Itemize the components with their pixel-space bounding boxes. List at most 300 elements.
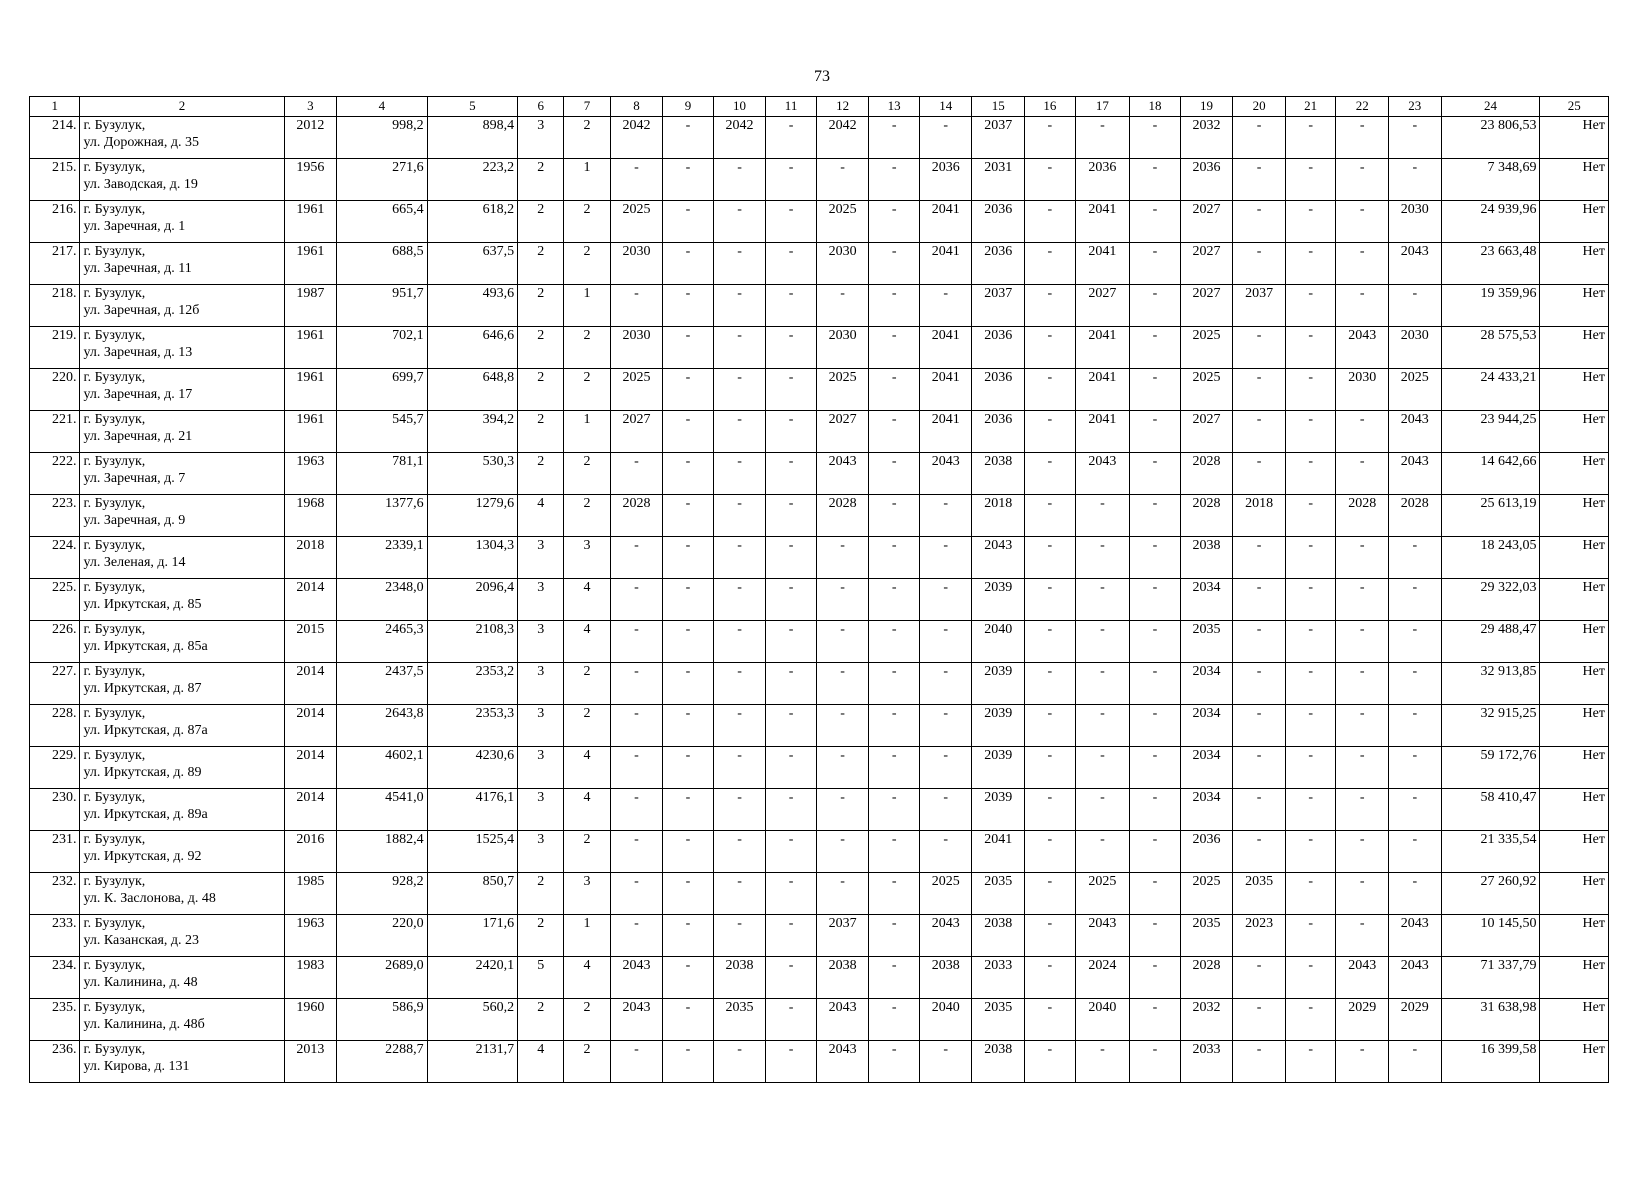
- plan-year-cell-18: -: [1130, 453, 1180, 495]
- plan-year-cell-20: -: [1233, 705, 1286, 747]
- plan-year-cell-16: -: [1025, 705, 1075, 747]
- plan-year-cell-23: 2043: [1389, 453, 1442, 495]
- plan-year-cell-12: -: [816, 705, 869, 747]
- flag-cell: Нет: [1540, 1041, 1609, 1083]
- plan-year-cell-16: -: [1025, 453, 1075, 495]
- cost-cell: 23 806,53: [1441, 117, 1540, 159]
- column-header-2: 2: [80, 97, 284, 117]
- plan-year-cell-13: -: [869, 831, 919, 873]
- plan-year-cell-18: -: [1130, 537, 1180, 579]
- plan-year-cell-8: -: [610, 789, 663, 831]
- plan-year-cell-17: -: [1075, 705, 1130, 747]
- plan-year-cell-11: -: [766, 369, 816, 411]
- column-header-14: 14: [919, 97, 972, 117]
- plan-year-cell-15: 2043: [972, 537, 1025, 579]
- cost-cell: 29 322,03: [1441, 579, 1540, 621]
- plan-year-cell-19: 2032: [1180, 999, 1233, 1041]
- plan-year-cell-22: -: [1336, 915, 1389, 957]
- plan-year-cell-12: -: [816, 789, 869, 831]
- table-row: [30, 411, 1609, 453]
- plan-year-cell-19: 2033: [1180, 1041, 1233, 1083]
- flag-cell: Нет: [1540, 495, 1609, 537]
- plan-year-cell-10: 2038: [713, 957, 766, 999]
- floors-cell: 2: [518, 453, 564, 495]
- plan-year-cell-16: -: [1025, 873, 1075, 915]
- living-area-cell: 4176,1: [427, 789, 517, 831]
- plan-year-cell-14: -: [919, 831, 972, 873]
- plan-year-cell-18: -: [1130, 873, 1180, 915]
- address-cell: г. Бузулук, ул. Иркутская, д. 87а: [80, 705, 284, 747]
- plan-year-cell-12: 2027: [816, 411, 869, 453]
- column-header-23: 23: [1389, 97, 1442, 117]
- area-cell: 699,7: [337, 369, 427, 411]
- plan-year-cell-14: -: [919, 579, 972, 621]
- plan-year-cell-20: -: [1233, 453, 1286, 495]
- area-cell: 2689,0: [337, 957, 427, 999]
- entrances-cell: 2: [564, 117, 610, 159]
- cost-cell: 14 642,66: [1441, 453, 1540, 495]
- plan-year-cell-22: -: [1336, 873, 1389, 915]
- plan-year-cell-8: -: [610, 705, 663, 747]
- column-header-18: 18: [1130, 97, 1180, 117]
- plan-year-cell-20: -: [1233, 1041, 1286, 1083]
- plan-year-cell-15: 2035: [972, 873, 1025, 915]
- plan-year-cell-14: 2043: [919, 915, 972, 957]
- cost-cell: 32 913,85: [1441, 663, 1540, 705]
- plan-year-cell-13: -: [869, 621, 919, 663]
- floors-cell: 2: [518, 369, 564, 411]
- address-cell: г. Бузулук, ул. Иркутская, д. 89: [80, 747, 284, 789]
- cost-cell: 24 939,96: [1441, 201, 1540, 243]
- living-area-cell: 618,2: [427, 201, 517, 243]
- plan-year-cell-21: -: [1285, 705, 1335, 747]
- table-row: [30, 201, 1609, 243]
- address-cell: г. Бузулук, ул. Иркутская, д. 85: [80, 579, 284, 621]
- living-area-cell: 530,3: [427, 453, 517, 495]
- plan-year-cell-11: -: [766, 873, 816, 915]
- living-area-cell: 1304,3: [427, 537, 517, 579]
- column-header-9: 9: [663, 97, 713, 117]
- plan-year-cell-13: -: [869, 747, 919, 789]
- row-number-cell: 232.: [30, 873, 80, 915]
- year-cell: 1956: [284, 159, 337, 201]
- plan-year-cell-8: -: [610, 621, 663, 663]
- table-row: [30, 579, 1609, 621]
- table-row: [30, 327, 1609, 369]
- plan-year-cell-21: -: [1285, 369, 1335, 411]
- plan-year-cell-23: -: [1389, 117, 1442, 159]
- floors-cell: 3: [518, 831, 564, 873]
- plan-year-cell-17: 2041: [1075, 411, 1130, 453]
- plan-year-cell-16: -: [1025, 243, 1075, 285]
- plan-year-cell-15: 2036: [972, 369, 1025, 411]
- flag-cell: Нет: [1540, 327, 1609, 369]
- address-cell: г. Бузулук, ул. Заречная, д. 11: [80, 243, 284, 285]
- year-cell: 1968: [284, 495, 337, 537]
- plan-year-cell-11: -: [766, 579, 816, 621]
- row-number-cell: 225.: [30, 579, 80, 621]
- plan-year-cell-10: -: [713, 495, 766, 537]
- year-cell: 1960: [284, 999, 337, 1041]
- plan-year-cell-17: 2043: [1075, 915, 1130, 957]
- living-area-cell: 2353,3: [427, 705, 517, 747]
- year-cell: 1961: [284, 327, 337, 369]
- column-header-15: 15: [972, 97, 1025, 117]
- plan-year-cell-10: -: [713, 915, 766, 957]
- year-cell: 1961: [284, 369, 337, 411]
- plan-year-cell-14: -: [919, 117, 972, 159]
- entrances-cell: 2: [564, 831, 610, 873]
- table-row: [30, 663, 1609, 705]
- plan-year-cell-21: -: [1285, 117, 1335, 159]
- plan-year-cell-21: -: [1285, 453, 1335, 495]
- area-cell: 998,2: [337, 117, 427, 159]
- column-header-21: 21: [1285, 97, 1335, 117]
- area-cell: 1377,6: [337, 495, 427, 537]
- living-area-cell: 850,7: [427, 873, 517, 915]
- plan-year-cell-11: -: [766, 411, 816, 453]
- area-cell: 665,4: [337, 201, 427, 243]
- floors-cell: 3: [518, 621, 564, 663]
- plan-year-cell-21: -: [1285, 1041, 1335, 1083]
- entrances-cell: 4: [564, 789, 610, 831]
- plan-year-cell-18: -: [1130, 369, 1180, 411]
- address-cell: г. Бузулук, ул. Иркутская, д. 85а: [80, 621, 284, 663]
- year-cell: 1961: [284, 201, 337, 243]
- living-area-cell: 171,6: [427, 915, 517, 957]
- entrances-cell: 2: [564, 495, 610, 537]
- plan-year-cell-8: -: [610, 579, 663, 621]
- floors-cell: 2: [518, 999, 564, 1041]
- plan-year-cell-9: -: [663, 663, 713, 705]
- living-area-cell: 898,4: [427, 117, 517, 159]
- plan-year-cell-13: -: [869, 285, 919, 327]
- cost-cell: 24 433,21: [1441, 369, 1540, 411]
- plan-year-cell-10: -: [713, 327, 766, 369]
- plan-year-cell-8: -: [610, 1041, 663, 1083]
- plan-year-cell-17: -: [1075, 621, 1130, 663]
- living-area-cell: 2096,4: [427, 579, 517, 621]
- floors-cell: 3: [518, 789, 564, 831]
- address-cell: г. Бузулук, ул. Дорожная, д. 35: [80, 117, 284, 159]
- plan-year-cell-13: -: [869, 453, 919, 495]
- page-number: 73: [814, 68, 830, 85]
- plan-year-cell-18: -: [1130, 1041, 1180, 1083]
- plan-year-cell-13: -: [869, 201, 919, 243]
- living-area-cell: 223,2: [427, 159, 517, 201]
- cost-cell: 23 944,25: [1441, 411, 1540, 453]
- area-cell: 4602,1: [337, 747, 427, 789]
- plan-year-cell-21: -: [1285, 327, 1335, 369]
- plan-year-cell-18: -: [1130, 747, 1180, 789]
- area-cell: 951,7: [337, 285, 427, 327]
- plan-year-cell-12: -: [816, 579, 869, 621]
- living-area-cell: 2420,1: [427, 957, 517, 999]
- plan-year-cell-9: -: [663, 411, 713, 453]
- plan-year-cell-17: 2043: [1075, 453, 1130, 495]
- address-cell: г. Бузулук, ул. Калинина, д. 48б: [80, 999, 284, 1041]
- row-number-cell: 217.: [30, 243, 80, 285]
- area-cell: 702,1: [337, 327, 427, 369]
- year-cell: 2018: [284, 537, 337, 579]
- plan-year-cell-20: -: [1233, 621, 1286, 663]
- table-row: [30, 957, 1609, 999]
- plan-year-cell-14: 2041: [919, 369, 972, 411]
- table-row: [30, 789, 1609, 831]
- plan-year-cell-17: 2041: [1075, 201, 1130, 243]
- living-area-cell: 493,6: [427, 285, 517, 327]
- plan-year-cell-19: 2035: [1180, 915, 1233, 957]
- floors-cell: 2: [518, 201, 564, 243]
- plan-year-cell-19: 2028: [1180, 453, 1233, 495]
- plan-year-cell-17: 2041: [1075, 327, 1130, 369]
- plan-year-cell-23: -: [1389, 747, 1442, 789]
- entrances-cell: 2: [564, 663, 610, 705]
- year-cell: 2014: [284, 663, 337, 705]
- living-area-cell: 1279,6: [427, 495, 517, 537]
- plan-year-cell-17: 2036: [1075, 159, 1130, 201]
- plan-year-cell-10: -: [713, 747, 766, 789]
- plan-year-cell-23: -: [1389, 579, 1442, 621]
- plan-year-cell-17: -: [1075, 831, 1130, 873]
- floors-cell: 3: [518, 747, 564, 789]
- plan-year-cell-16: -: [1025, 537, 1075, 579]
- plan-year-cell-20: -: [1233, 831, 1286, 873]
- plan-year-cell-12: 2042: [816, 117, 869, 159]
- plan-year-cell-8: -: [610, 915, 663, 957]
- plan-year-cell-8: 2027: [610, 411, 663, 453]
- plan-year-cell-15: 2036: [972, 327, 1025, 369]
- living-area-cell: 648,8: [427, 369, 517, 411]
- plan-year-cell-20: -: [1233, 957, 1286, 999]
- plan-year-cell-18: -: [1130, 327, 1180, 369]
- plan-year-cell-23: -: [1389, 285, 1442, 327]
- plan-year-cell-16: -: [1025, 201, 1075, 243]
- plan-year-cell-10: -: [713, 537, 766, 579]
- flag-cell: Нет: [1540, 579, 1609, 621]
- plan-year-cell-14: 2041: [919, 243, 972, 285]
- plan-year-cell-11: -: [766, 705, 816, 747]
- plan-year-cell-14: 2041: [919, 327, 972, 369]
- plan-year-cell-16: -: [1025, 327, 1075, 369]
- floors-cell: 2: [518, 243, 564, 285]
- flag-cell: Нет: [1540, 411, 1609, 453]
- plan-year-cell-12: 2043: [816, 453, 869, 495]
- cost-cell: 28 575,53: [1441, 327, 1540, 369]
- flag-cell: Нет: [1540, 369, 1609, 411]
- column-header-19: 19: [1180, 97, 1233, 117]
- plan-year-cell-23: 2029: [1389, 999, 1442, 1041]
- plan-year-cell-15: 2039: [972, 705, 1025, 747]
- plan-year-cell-18: -: [1130, 411, 1180, 453]
- floors-cell: 3: [518, 537, 564, 579]
- entrances-cell: 2: [564, 705, 610, 747]
- year-cell: 2014: [284, 789, 337, 831]
- plan-year-cell-23: -: [1389, 159, 1442, 201]
- plan-year-cell-14: -: [919, 495, 972, 537]
- plan-year-cell-11: -: [766, 537, 816, 579]
- plan-year-cell-9: -: [663, 243, 713, 285]
- flag-cell: Нет: [1540, 117, 1609, 159]
- plan-year-cell-22: -: [1336, 663, 1389, 705]
- row-number-cell: 222.: [30, 453, 80, 495]
- plan-year-cell-18: -: [1130, 621, 1180, 663]
- plan-year-cell-15: 2036: [972, 201, 1025, 243]
- plan-year-cell-14: 2041: [919, 201, 972, 243]
- plan-year-cell-19: 2032: [1180, 117, 1233, 159]
- plan-year-cell-9: -: [663, 579, 713, 621]
- entrances-cell: 1: [564, 159, 610, 201]
- plan-year-cell-19: 2028: [1180, 957, 1233, 999]
- row-number-cell: 233.: [30, 915, 80, 957]
- table-row: [30, 705, 1609, 747]
- plan-year-cell-11: -: [766, 453, 816, 495]
- plan-year-cell-15: 2039: [972, 663, 1025, 705]
- plan-year-cell-20: -: [1233, 327, 1286, 369]
- plan-year-cell-18: -: [1130, 957, 1180, 999]
- address-cell: г. Бузулук, ул. Иркутская, д. 87: [80, 663, 284, 705]
- plan-year-cell-23: 2043: [1389, 957, 1442, 999]
- plan-year-cell-19: 2025: [1180, 369, 1233, 411]
- flag-cell: Нет: [1540, 621, 1609, 663]
- plan-year-cell-23: -: [1389, 537, 1442, 579]
- row-number-cell: 230.: [30, 789, 80, 831]
- plan-year-cell-19: 2034: [1180, 705, 1233, 747]
- flag-cell: Нет: [1540, 747, 1609, 789]
- plan-year-cell-10: 2035: [713, 999, 766, 1041]
- entrances-cell: 2: [564, 999, 610, 1041]
- plan-year-cell-20: -: [1233, 117, 1286, 159]
- plan-year-cell-12: 2028: [816, 495, 869, 537]
- cost-cell: 27 260,92: [1441, 873, 1540, 915]
- table-row: [30, 873, 1609, 915]
- year-cell: 1961: [284, 411, 337, 453]
- entrances-cell: 4: [564, 579, 610, 621]
- plan-year-cell-19: 2027: [1180, 201, 1233, 243]
- entrances-cell: 2: [564, 369, 610, 411]
- plan-year-cell-10: -: [713, 243, 766, 285]
- plan-year-cell-15: 2039: [972, 579, 1025, 621]
- plan-year-cell-11: -: [766, 663, 816, 705]
- area-cell: 586,9: [337, 999, 427, 1041]
- plan-year-cell-16: -: [1025, 411, 1075, 453]
- plan-year-cell-19: 2027: [1180, 411, 1233, 453]
- flag-cell: Нет: [1540, 705, 1609, 747]
- year-cell: 2012: [284, 117, 337, 159]
- cost-cell: 18 243,05: [1441, 537, 1540, 579]
- plan-year-cell-22: -: [1336, 537, 1389, 579]
- address-cell: г. Бузулук, ул. Заречная, д. 21: [80, 411, 284, 453]
- row-number-cell: 219.: [30, 327, 80, 369]
- plan-year-cell-8: -: [610, 537, 663, 579]
- plan-year-cell-22: -: [1336, 789, 1389, 831]
- plan-year-cell-12: -: [816, 747, 869, 789]
- row-number-cell: 229.: [30, 747, 80, 789]
- plan-year-cell-19: 2027: [1180, 243, 1233, 285]
- plan-year-cell-18: -: [1130, 201, 1180, 243]
- plan-year-cell-13: -: [869, 579, 919, 621]
- plan-year-cell-22: -: [1336, 159, 1389, 201]
- plan-year-cell-20: 2035: [1233, 873, 1286, 915]
- plan-year-cell-9: -: [663, 159, 713, 201]
- plan-year-cell-20: -: [1233, 579, 1286, 621]
- plan-year-cell-8: 2030: [610, 327, 663, 369]
- year-cell: 2014: [284, 705, 337, 747]
- plan-year-cell-20: -: [1233, 159, 1286, 201]
- plan-year-cell-18: -: [1130, 117, 1180, 159]
- column-header-25: 25: [1540, 97, 1609, 117]
- table-row: [30, 495, 1609, 537]
- cost-cell: 59 172,76: [1441, 747, 1540, 789]
- column-header-20: 20: [1233, 97, 1286, 117]
- plan-year-cell-21: -: [1285, 159, 1335, 201]
- plan-year-cell-12: 2030: [816, 327, 869, 369]
- plan-year-cell-10: -: [713, 411, 766, 453]
- address-cell: г. Бузулук, ул. Заречная, д. 13: [80, 327, 284, 369]
- plan-year-cell-9: -: [663, 747, 713, 789]
- column-header-16: 16: [1025, 97, 1075, 117]
- plan-year-cell-13: -: [869, 495, 919, 537]
- plan-year-cell-9: -: [663, 117, 713, 159]
- plan-year-cell-9: -: [663, 369, 713, 411]
- living-area-cell: 2353,2: [427, 663, 517, 705]
- row-number-cell: 236.: [30, 1041, 80, 1083]
- plan-year-cell-13: -: [869, 705, 919, 747]
- plan-year-cell-21: -: [1285, 999, 1335, 1041]
- plan-year-cell-9: -: [663, 705, 713, 747]
- year-cell: 1987: [284, 285, 337, 327]
- plan-year-cell-15: 2036: [972, 243, 1025, 285]
- plan-year-cell-14: -: [919, 789, 972, 831]
- floors-cell: 3: [518, 117, 564, 159]
- plan-year-cell-10: -: [713, 453, 766, 495]
- plan-year-cell-23: -: [1389, 831, 1442, 873]
- plan-year-cell-18: -: [1130, 243, 1180, 285]
- table-row: [30, 159, 1609, 201]
- plan-year-cell-22: -: [1336, 831, 1389, 873]
- plan-year-cell-20: -: [1233, 537, 1286, 579]
- plan-year-cell-8: 2025: [610, 369, 663, 411]
- row-number-cell: 214.: [30, 117, 80, 159]
- plan-year-cell-23: -: [1389, 705, 1442, 747]
- plan-year-cell-17: 2025: [1075, 873, 1130, 915]
- plan-year-cell-23: -: [1389, 1041, 1442, 1083]
- living-area-cell: 4230,6: [427, 747, 517, 789]
- entrances-cell: 2: [564, 1041, 610, 1083]
- plan-year-cell-18: -: [1130, 159, 1180, 201]
- plan-year-cell-22: -: [1336, 117, 1389, 159]
- plan-year-cell-23: 2030: [1389, 201, 1442, 243]
- living-area-cell: 560,2: [427, 999, 517, 1041]
- plan-year-cell-19: 2036: [1180, 831, 1233, 873]
- plan-year-cell-12: 2025: [816, 201, 869, 243]
- address-cell: г. Бузулук, ул. Иркутская, д. 89а: [80, 789, 284, 831]
- address-cell: г. Бузулук, ул. Иркутская, д. 92: [80, 831, 284, 873]
- table-row: [30, 369, 1609, 411]
- floors-cell: 2: [518, 285, 564, 327]
- flag-cell: Нет: [1540, 789, 1609, 831]
- plan-year-cell-22: 2028: [1336, 495, 1389, 537]
- plan-year-cell-16: -: [1025, 579, 1075, 621]
- area-cell: 928,2: [337, 873, 427, 915]
- plan-year-cell-13: -: [869, 957, 919, 999]
- plan-year-cell-20: -: [1233, 411, 1286, 453]
- table-row: [30, 537, 1609, 579]
- area-cell: 4541,0: [337, 789, 427, 831]
- plan-year-cell-9: -: [663, 495, 713, 537]
- plan-year-cell-14: 2036: [919, 159, 972, 201]
- plan-year-cell-11: -: [766, 201, 816, 243]
